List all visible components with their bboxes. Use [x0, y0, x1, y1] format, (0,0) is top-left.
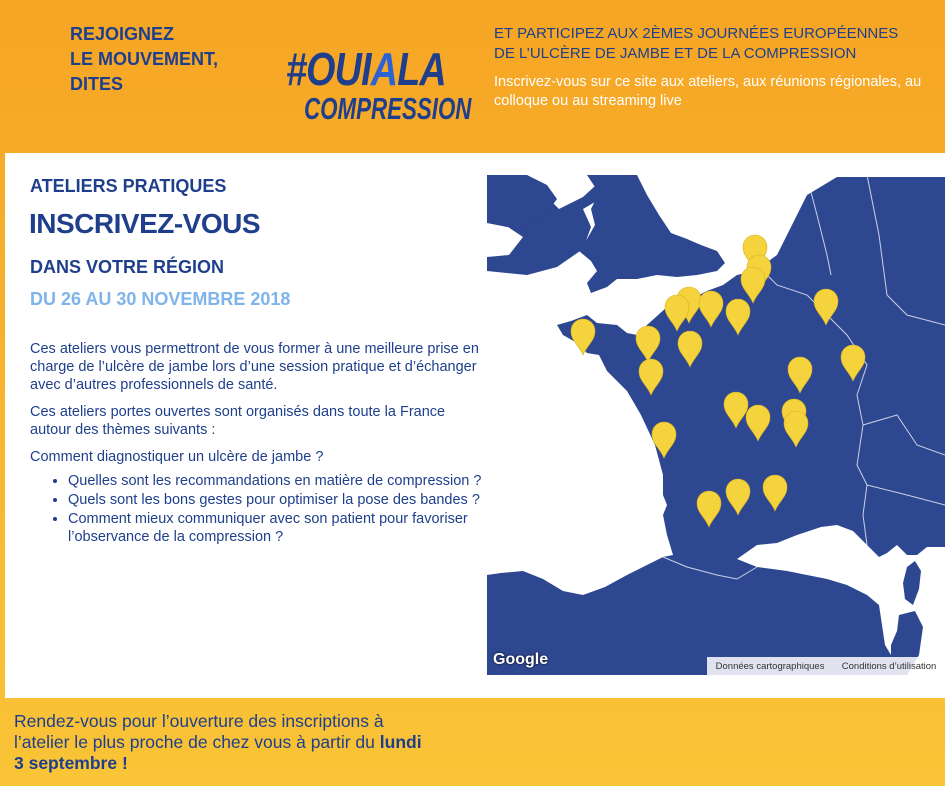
event-title-line: DE L’ULCÈRE DE JAMBE ET DE LA COMPRESSION — [494, 45, 857, 62]
description — [30, 340, 485, 547]
page-title: INSCRIVEZ-VOUS — [29, 208, 261, 239]
tagline-line: LE MOUVEMENT, — [70, 49, 219, 69]
themes-list — [30, 472, 485, 546]
header-tagline — [70, 22, 270, 97]
google-logo: Google — [493, 651, 549, 668]
tagline-line: REJOIGNEZ — [70, 24, 175, 44]
list-item: • Quels sont les bons gestes pour optimiser la pose des bandes ? — [68, 491, 485, 509]
event-title-line: ET PARTICIPEZ AUX 2ÈMES JOURNÉES EUROPÉENNES — [494, 25, 899, 42]
description-paragraph: Comment diagnostiquer un ulcère de jambe ? — [30, 449, 324, 465]
map-terms-link[interactable]: Conditions d’utilisation — [841, 660, 937, 672]
footer-announcement — [14, 711, 434, 774]
section-kicker: ATELIERS PRATIQUES — [30, 176, 227, 196]
ouialacompression-logo — [286, 43, 472, 136]
list-item: • Quelles sont les recommandations en matière de compression ? — [68, 472, 485, 490]
footer-text: Rendez-vous pour l’ouverture des inscriptions à l’atelier le plus proche de chez vous à partir du — [14, 711, 384, 752]
header-event-info — [494, 24, 934, 111]
logo-compression: COMPRESSION — [304, 91, 472, 126]
footer-date: lundi 3 septembre ! — [14, 732, 422, 773]
map-attribution — [707, 657, 945, 675]
map-canvas[interactable] — [487, 175, 945, 675]
workshop-map[interactable] — [487, 175, 945, 675]
description-paragraph: Ces ateliers portes ouvertes sont organisés dans toute la France autour des thèmes suivants : — [30, 404, 446, 438]
description-paragraph: Ces ateliers vous permettront de vous former à une meilleure prise en charge de l’ulcère de jambe lors d’une session pratique et d’échanger avec d’autres professionnels de santé. — [30, 341, 479, 393]
event-dates: DU 26 AU 30 NOVEMBRE 2018 — [30, 289, 291, 309]
list-item: • Comment mieux communiquer avec son patient pour favoriser l’observance de la compression ? — [68, 510, 485, 546]
event-subtitle: Inscrivez-vous sur ce site aux ateliers, aux réunions régionales, au colloque ou au streaming live — [494, 74, 922, 109]
logo-hashtag: #OUIALA — [286, 43, 446, 95]
map-data-link[interactable]: Données cartographiques — [715, 660, 825, 672]
tagline-line: DITES — [70, 74, 124, 94]
section-subtitle: DANS VOTRE RÉGION — [30, 257, 225, 277]
